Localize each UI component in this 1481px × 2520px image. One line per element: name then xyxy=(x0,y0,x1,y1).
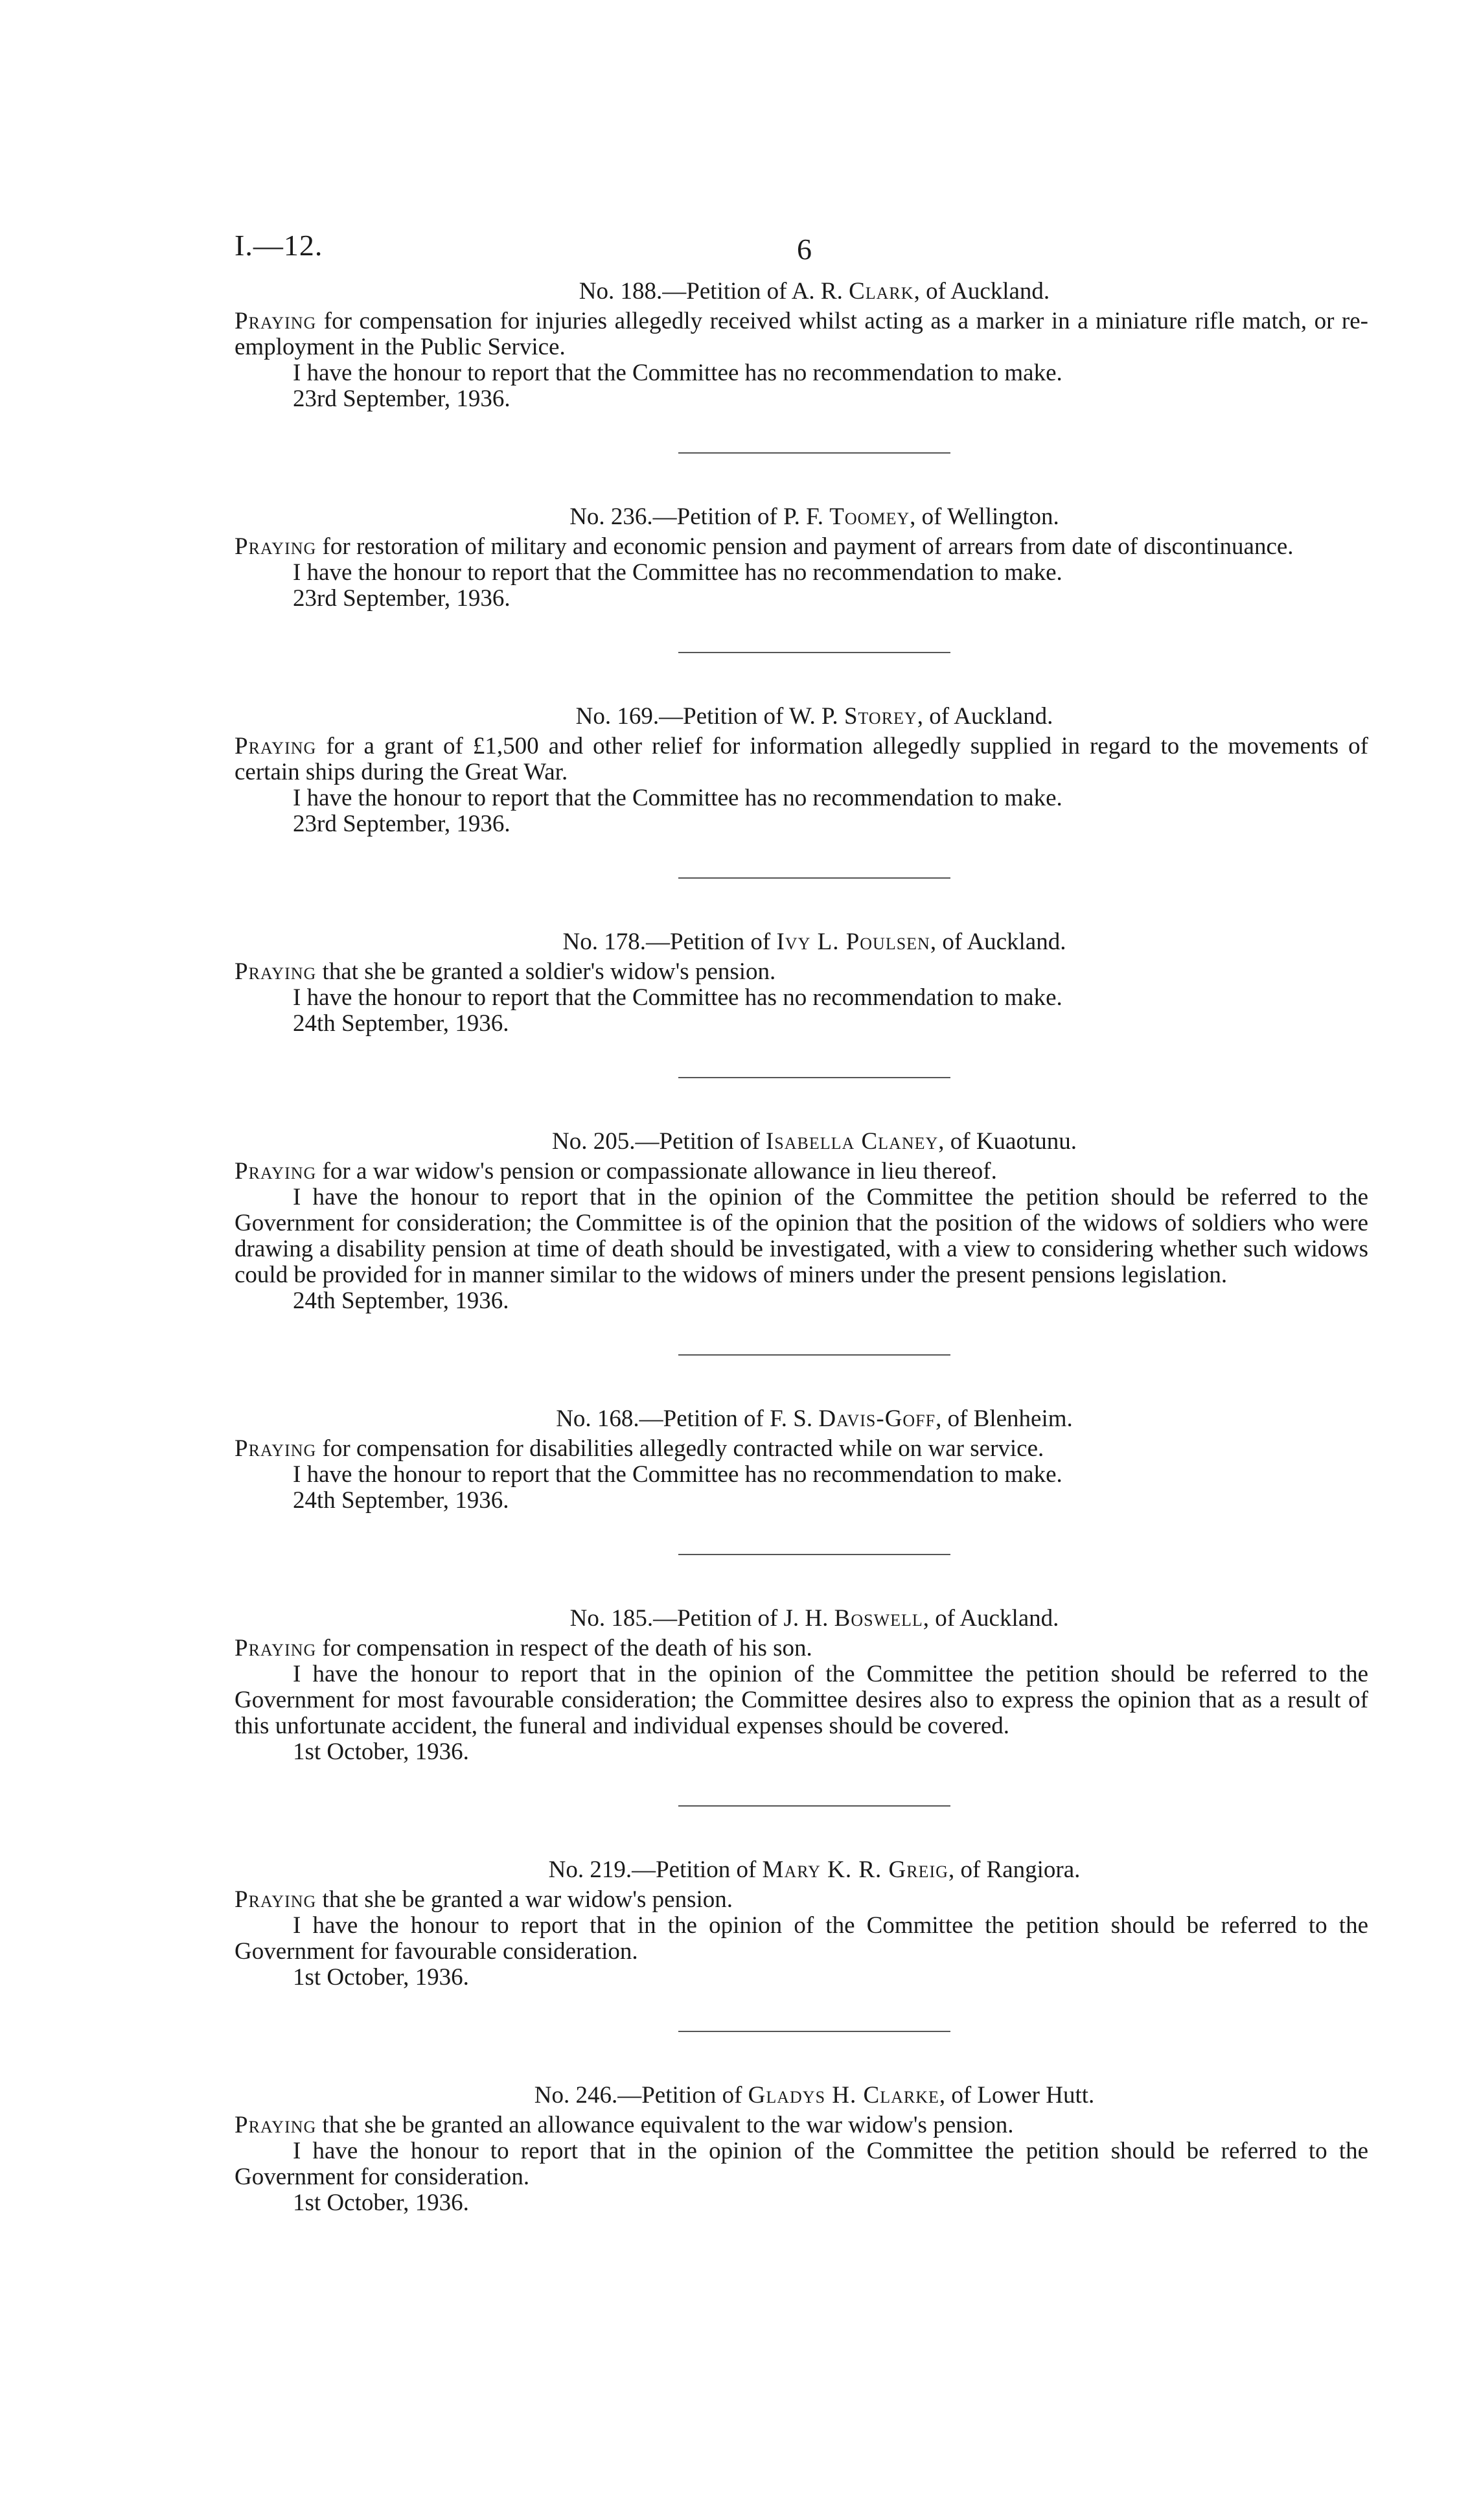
petitioner-initials: P. F. xyxy=(783,503,830,530)
section-divider xyxy=(678,1805,950,1807)
petitioner-surname: Isabella Claney xyxy=(765,1128,939,1155)
petition-prefix: —Petition of xyxy=(639,1405,770,1432)
petition-number: No. 169. xyxy=(575,703,660,730)
petitioner-surname: Ivy L. Poulsen xyxy=(776,929,930,955)
petition-heading xyxy=(235,1606,1368,1632)
petition-number: No. 185. xyxy=(569,1605,654,1632)
petition-prefix: —Petition of xyxy=(662,278,792,305)
petition-prefix: —Petition of xyxy=(653,1605,784,1632)
petitioner-initials: F. S. xyxy=(770,1405,819,1432)
petition-prefix: —Petition of xyxy=(632,1856,763,1883)
petition-entry xyxy=(235,1406,1368,1514)
petition-heading xyxy=(235,2083,1368,2109)
section-divider xyxy=(678,452,950,454)
petitioner-initials: W. P. xyxy=(788,703,844,730)
petitioner-place: , of Wellington. xyxy=(910,503,1059,530)
petition-prayer xyxy=(235,1887,1368,1913)
petition-entry xyxy=(235,929,1368,1037)
petitioner-surname: Storey xyxy=(844,703,917,730)
report-date: 24th September, 1936. xyxy=(293,1288,509,1314)
report-date: 23rd September, 1936. xyxy=(293,585,511,612)
report-date: 1st October, 1936. xyxy=(293,2190,469,2216)
section-divider xyxy=(678,877,950,879)
section-divider xyxy=(678,1554,950,1555)
praying-word: Praying xyxy=(235,1635,317,1661)
committee-report: I have the honour to report that the Committee has no recommendation to make. xyxy=(293,785,1062,811)
petitioner-surname: Toomey xyxy=(829,503,910,530)
committee-report: I have the honour to report that in the opinion of the Committee the petition should be referred to the Government for consideration; the Committee is of the opinion that the position of the widows of soldiers who were drawing a disability pension at time of death should be investigated, with a view to considering whether such widows could be provided for in manner similar to the widows of miners under the present pensions legislation. xyxy=(235,1184,1368,1288)
petition-entry xyxy=(235,1129,1368,1314)
committee-report: I have the honour to report that the Committee has no recommendation to make. xyxy=(293,1461,1062,1488)
petitioner-place: , of Auckland. xyxy=(930,929,1066,955)
petition-prayer xyxy=(235,1436,1368,1462)
petition-prayer xyxy=(235,1636,1368,1661)
section-divider xyxy=(678,2031,950,2032)
praying-word: Praying xyxy=(235,1158,317,1185)
petitioner-place: , of Blenheim. xyxy=(936,1405,1073,1432)
report-date: 1st October, 1936. xyxy=(293,1964,469,1991)
praying-word: Praying xyxy=(235,533,317,560)
petition-number: No. 168. xyxy=(556,1405,639,1432)
petitioner-place: , of Lower Hutt. xyxy=(939,2082,1095,2109)
petition-entry xyxy=(235,704,1368,837)
petition-prayer xyxy=(235,734,1368,785)
section-divider xyxy=(678,652,950,653)
petition-prefix: —Petition of xyxy=(659,703,789,730)
petition-prefix: —Petition of xyxy=(652,503,784,530)
prayer-text: for a grant of £1,500 and other relief for information allegedly supplied in regard to the movements of certain ships during the Great War. xyxy=(235,733,1368,785)
petitioner-initials: J. H. xyxy=(783,1605,834,1632)
petitioner-place: , of Kuaotunu. xyxy=(938,1128,1077,1155)
document-reference: I.—12. xyxy=(235,229,323,262)
report-date: 24th September, 1936. xyxy=(293,1010,509,1037)
petitioner-place: , of Rangiora. xyxy=(948,1856,1081,1883)
committee-report: I have the honour to report that in the opinion of the Committee the petition should be referred to the Government for favourable consideration. xyxy=(235,1912,1368,1965)
report-date: 23rd September, 1936. xyxy=(293,386,511,412)
petition-prayer xyxy=(235,1159,1368,1185)
prayer-text: for restoration of military and economic pension and payment of arrears from date of discontinuance. xyxy=(316,533,1294,560)
prayer-text: for compensation for injuries allegedly received whilst acting as a marker in a miniature rifle match, or re-employment in the Public Service. xyxy=(235,308,1368,360)
petition-number: No. 246. xyxy=(534,2082,618,2109)
petitioner-surname: Clark xyxy=(849,278,914,305)
petition-entry xyxy=(235,2083,1368,2216)
praying-word: Praying xyxy=(235,958,317,985)
praying-word: Praying xyxy=(235,308,317,334)
petitioner-surname: Mary K. R. Greig xyxy=(762,1856,948,1883)
petition-heading xyxy=(235,279,1368,305)
committee-report: I have the honour to report that the Committee has no recommendation to make. xyxy=(293,360,1062,386)
petition-prayer xyxy=(235,534,1368,560)
petition-number: No. 188. xyxy=(579,278,663,305)
committee-report: I have the honour to report that in the opinion of the Committee the petition should be referred to the Government for most favourable consideration; the Committee desires also to express the opinion that as a result of this unfortunate accident, the funeral and individual expenses should be covered. xyxy=(235,1661,1368,1739)
committee-report: I have the honour to report that the Committee has no recommendation to make. xyxy=(293,984,1062,1011)
prayer-text: that she be granted a war widow's pension. xyxy=(316,1886,733,1913)
petition-prefix: —Petition of xyxy=(646,929,777,955)
prayer-text: that she be granted a soldier's widow's pension. xyxy=(316,958,776,985)
prayer-text: that she be granted an allowance equivalent to the war widow's pension. xyxy=(316,2112,1014,2138)
prayer-text: for a war widow's pension or compassionate allowance in lieu thereof. xyxy=(316,1158,997,1185)
praying-word: Praying xyxy=(235,2112,317,2138)
petition-heading xyxy=(235,704,1368,730)
petition-heading xyxy=(235,929,1368,955)
petition-heading xyxy=(235,1406,1368,1432)
petition-prayer xyxy=(235,959,1368,985)
petition-entry xyxy=(235,279,1368,412)
petition-entry xyxy=(235,504,1368,612)
praying-word: Praying xyxy=(235,1886,317,1913)
petition-prayer xyxy=(235,2112,1368,2138)
petition-entry xyxy=(235,1857,1368,1991)
section-divider xyxy=(678,1077,950,1078)
petitioner-initials: A. R. xyxy=(791,278,849,305)
report-date: 23rd September, 1936. xyxy=(293,811,511,837)
page-number: 6 xyxy=(797,233,812,266)
praying-word: Praying xyxy=(235,733,317,759)
petitioner-place: , of Auckland. xyxy=(917,703,1053,730)
petition-number: No. 236. xyxy=(569,503,653,530)
petitioner-surname: Davis-Goff xyxy=(818,1405,936,1432)
petition-number: No. 178. xyxy=(562,929,647,955)
committee-report: I have the honour to report that in the opinion of the Committee the petition should be referred to the Government for consideration. xyxy=(235,2138,1368,2190)
report-date: 24th September, 1936. xyxy=(293,1487,509,1514)
petition-prayer xyxy=(235,308,1368,360)
petition-number: No. 205. xyxy=(551,1128,636,1155)
petition-prefix: —Petition of xyxy=(617,2082,748,2109)
petitioner-surname: Gladys H. Clarke xyxy=(748,2082,939,2109)
prayer-text: for compensation in respect of the death of his son. xyxy=(316,1635,812,1661)
report-date: 1st October, 1936. xyxy=(293,1739,469,1765)
petition-heading xyxy=(235,504,1368,530)
petitioner-place: , of Auckland. xyxy=(923,1605,1059,1632)
petition-entry xyxy=(235,1606,1368,1765)
section-divider xyxy=(678,1354,950,1356)
petitioner-surname: Boswell xyxy=(834,1605,923,1632)
petition-heading xyxy=(235,1857,1368,1883)
petition-heading xyxy=(235,1129,1368,1155)
petitioner-place: , of Auckland. xyxy=(913,278,1050,305)
committee-report: I have the honour to report that the Committee has no recommendation to make. xyxy=(293,559,1062,586)
petition-number: No. 219. xyxy=(548,1856,632,1883)
praying-word: Praying xyxy=(235,1435,317,1462)
petitions-list xyxy=(235,279,1368,2216)
petition-prefix: —Petition of xyxy=(635,1128,766,1155)
prayer-text: for compensation for disabilities allegedly contracted while on war service. xyxy=(316,1435,1044,1462)
